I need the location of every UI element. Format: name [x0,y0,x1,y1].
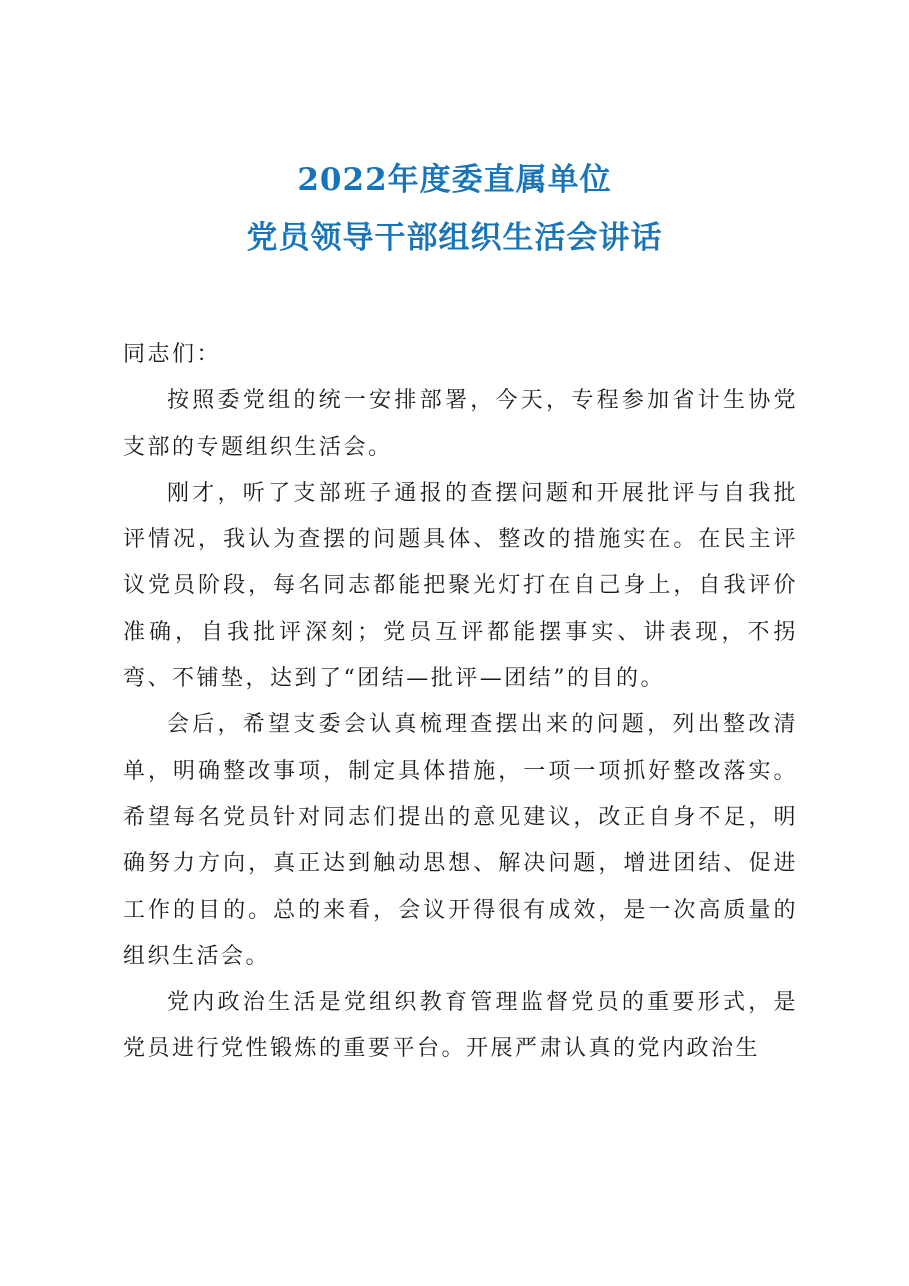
paragraph-4: 党内政治生活是党组织教育管理监督党员的重要形式，是党员进行党性锻炼的重要平台。开展严肃认真的党内政治生 [123,990,798,1062]
paragraph-1: 按照委党组的统一安排部署，今天，专程参加省计生协党支部的专题组织生活会。 [123,388,798,460]
salutation: 同志们： [123,342,222,367]
document-body [123,332,798,1073]
document-title-line1: 2022年度委直属单位 [297,162,612,198]
document-title-line2: 党员领导干部组织生活会讲话 [246,220,663,256]
paragraph-3: 会后，希望支委会认真梳理查摆出来的问题，列出整改清单，明确整改事项，制定具体措施，一项一项抓好整改落实。希望每名党员针对同志们提出的意见建议，改正自身不足，明确努力方向，真正达到触动思想、解决问题，增进团结、促进工作的目的。总的来看，会议开得很有成效，是一次高质量的组织生活会。 [123,712,798,969]
paragraph-2: 刚才，听了支部班子通报的查摆问题和开展批评与自我批评情况，我认为查摆的问题具体、整改的措施实在。在民主评议党员阶段，每名同志都能把聚光灯打在自己身上，自我评价准确，自我批评深刻；党员互评都能摆事实、讲表现，不拐弯、不铺垫，达到了“团结—批评—团结”的目的。 [123,480,798,692]
